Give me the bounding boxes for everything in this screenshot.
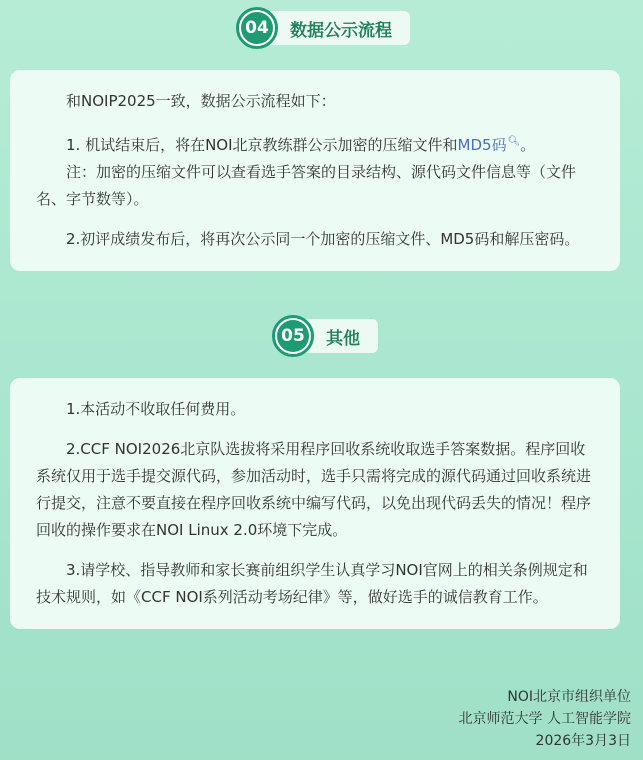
list-item: 2.CCF NOI2026北京队选拔将采用程序回收系统收取选手答案数据。程序回收系统仅用于选手提交源代码，参加活动时，选手只需将完成的源代码通过回收系统进行提交，注意不要直接在程序回收系统中编写代码，以免出现代码丢失的情况！程序回收的操作要求在NOI Linux 2.0环境下完成。 (36, 440, 592, 539)
list-item (36, 128, 594, 159)
signature-school: 北京师范大学 人工智能学院 (458, 711, 631, 727)
section-title: 其他 (300, 319, 378, 353)
note-text: 注：加密的压缩文件可以查看选手答案的目录结构、源代码文件信息等（文件名、字节数等）。 (36, 163, 577, 208)
list-item: 1.本活动不收取任何费用。 (66, 400, 246, 418)
search-icon[interactable]: 🔍︎ (507, 136, 521, 147)
section-04-header (236, 7, 410, 49)
intro-text: 和NOIP2025一致，数据公示流程如下： (66, 92, 336, 110)
signature-org: NOI北京市组织单位 (507, 689, 631, 705)
section-title: 数据公示流程 (264, 11, 410, 45)
list-item: 3.请学校、指导教师和家长赛前组织学生认真学习NOI官网上的相关条例规定和技术规则，如《CCF NOI系列活动考场纪律》等，做好选手的诚信教育工作。 (36, 561, 588, 606)
section-number-badge (272, 315, 314, 357)
item-text: 1. 机试结束后，将在NOI北京教练群公示加密的压缩文件和 (66, 136, 458, 154)
list-item: 2.初评成绩发布后，将再次公示同一个加密的压缩文件、MD5码和解压密码。 (66, 230, 580, 248)
signature-block (459, 686, 631, 752)
section-number: 05 (277, 320, 309, 352)
section-04-card (10, 70, 620, 271)
md5-link[interactable]: MD5码 (457, 136, 507, 154)
item-text: 。 (520, 136, 536, 154)
section-number: 04 (241, 12, 273, 44)
section-05-card (10, 378, 620, 629)
section-number-badge (236, 7, 278, 49)
signature-date: 2026年3月3日 (535, 733, 631, 749)
section-05-header (272, 315, 378, 357)
